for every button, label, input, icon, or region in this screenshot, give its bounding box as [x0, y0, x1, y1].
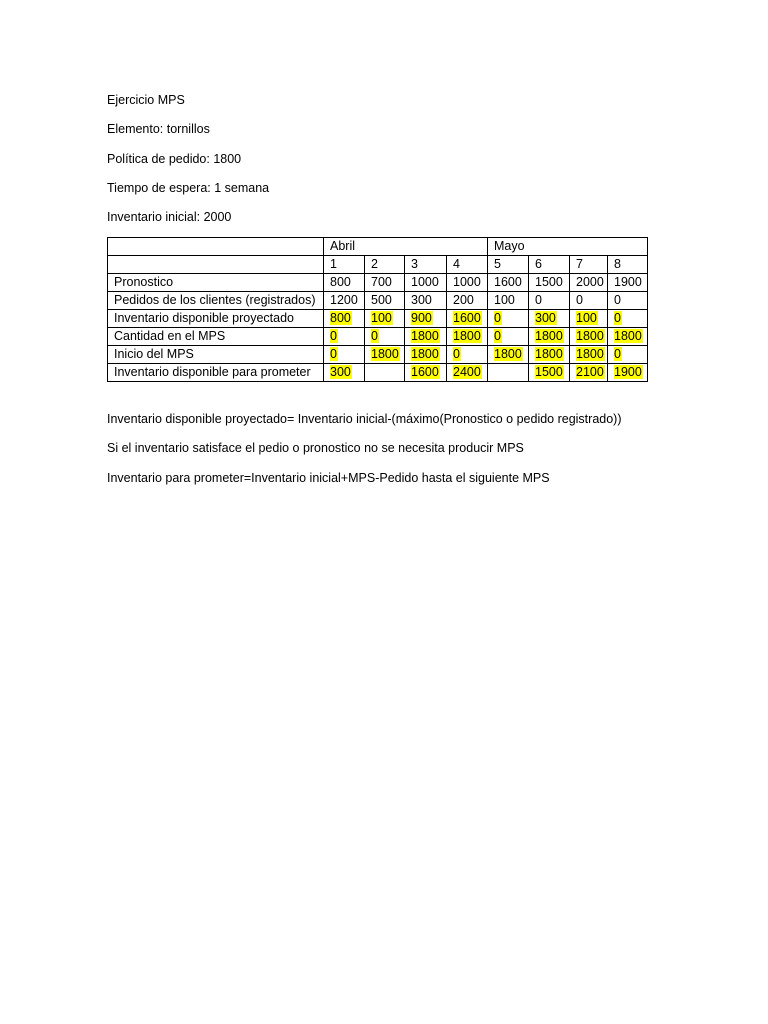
highlighted-value: 1600: [411, 365, 439, 379]
highlighted-value: 1800: [576, 329, 604, 343]
month-header-cell: Abril: [324, 238, 488, 256]
table-cell: [570, 310, 608, 328]
table-cell: [324, 310, 365, 328]
note-mps-condition: Si el inventario satisface el pedio o pronostico no se necesita producir MPS: [107, 441, 524, 455]
table-cell: 2000: [570, 274, 608, 292]
note-available-to-promise: Inventario para prometer=Inventario inicial+MPS-Pedido hasta el siguiente MPS: [107, 471, 550, 485]
highlighted-value: 1800: [576, 347, 604, 361]
table-cell: 1500: [529, 274, 570, 292]
highlighted-value: 0: [330, 347, 337, 361]
highlighted-value: 100: [371, 311, 392, 325]
week-number-cell: 6: [529, 256, 570, 274]
document-title: Ejercicio MPS: [107, 93, 185, 107]
table-cell: 0: [608, 292, 648, 310]
highlighted-value: 300: [330, 365, 351, 379]
week-number-cell: 5: [488, 256, 529, 274]
table-cell: [570, 364, 608, 382]
table-cell: [488, 310, 529, 328]
table-cell: 200: [447, 292, 488, 310]
table-cell: [405, 346, 447, 364]
highlighted-value: 1800: [453, 329, 481, 343]
highlighted-value: 300: [535, 311, 556, 325]
table-cell: [608, 328, 648, 346]
highlighted-value: 0: [330, 329, 337, 343]
highlighted-value: 0: [614, 347, 621, 361]
lead-time-line: Tiempo de espera: 1 semana: [107, 181, 270, 195]
table-cell: 1000: [405, 274, 447, 292]
highlighted-value: 1900: [614, 365, 642, 379]
table-cell: [570, 346, 608, 364]
table-cell: [405, 328, 447, 346]
note-projected-inventory: Inventario disponible proyectado= Inventario inicial-(máximo(Pronostico o pedido registrado)): [107, 412, 622, 426]
table-cell: [529, 346, 570, 364]
month-header-row: [108, 238, 648, 256]
table-cell: 1000: [447, 274, 488, 292]
table-cell: 100: [488, 292, 529, 310]
table-cell: [608, 310, 648, 328]
table-cell: [447, 364, 488, 382]
table-cell: 1600: [488, 274, 529, 292]
highlighted-value: 900: [411, 311, 432, 325]
row-label: Cantidad en el MPS: [108, 328, 324, 346]
week-number-cell: 7: [570, 256, 608, 274]
table-cell: [405, 364, 447, 382]
table-cell: 300: [405, 292, 447, 310]
highlighted-value: 1600: [453, 311, 481, 325]
highlighted-value: 1800: [494, 347, 522, 361]
table-cell: [608, 346, 648, 364]
table-cell: [324, 346, 365, 364]
table-cell: 800: [324, 274, 365, 292]
table-cell: [608, 364, 648, 382]
highlighted-value: 1800: [411, 329, 439, 343]
highlighted-value: 800: [330, 311, 351, 325]
table-cell: [324, 328, 365, 346]
order-policy-line: Política de pedido: 1800: [107, 152, 242, 166]
table-cell: [405, 310, 447, 328]
table-row: [108, 310, 648, 328]
table-cell: 1900: [608, 274, 648, 292]
table-cell: [447, 310, 488, 328]
highlighted-value: 0: [494, 311, 501, 325]
month-header-cell: Mayo: [488, 238, 648, 256]
row-label: Pedidos de los clientes (registrados): [108, 292, 324, 310]
highlighted-value: 0: [371, 329, 378, 343]
highlighted-value: 0: [453, 347, 460, 361]
highlighted-value: 1500: [535, 365, 563, 379]
highlighted-value: 1800: [371, 347, 399, 361]
table-cell: [529, 364, 570, 382]
row-label: Inicio del MPS: [108, 346, 324, 364]
element-line: Elemento: tornillos: [107, 122, 210, 136]
mps-table-body: [108, 238, 648, 382]
row-label: Inventario disponible para prometer: [108, 364, 324, 382]
week-label-cell: [108, 256, 324, 274]
table-cell: 0: [570, 292, 608, 310]
table-row: [108, 292, 648, 310]
table-row: [108, 346, 648, 364]
table-cell: 0: [529, 292, 570, 310]
week-number-cell: 2: [365, 256, 405, 274]
week-header-row: [108, 256, 648, 274]
table-cell: [488, 364, 529, 382]
table-cell: 700: [365, 274, 405, 292]
highlighted-value: 2100: [576, 365, 604, 379]
table-row: [108, 328, 648, 346]
initial-inventory-line: Inventario inicial: 2000: [107, 210, 232, 224]
table-cell: 1200: [324, 292, 365, 310]
highlighted-value: 1800: [535, 329, 563, 343]
highlighted-value: 100: [576, 311, 597, 325]
highlighted-value: 1800: [535, 347, 563, 361]
table-row: [108, 274, 648, 292]
table-cell: [365, 328, 405, 346]
highlighted-value: 1800: [411, 347, 439, 361]
week-number-cell: 3: [405, 256, 447, 274]
table-cell: [324, 364, 365, 382]
table-cell: 500: [365, 292, 405, 310]
table-cell: [529, 310, 570, 328]
table-cell: [365, 364, 405, 382]
table-cell: [570, 328, 608, 346]
table-cell: [488, 346, 529, 364]
table-cell: [447, 328, 488, 346]
row-label: Pronostico: [108, 274, 324, 292]
highlighted-value: 2400: [453, 365, 481, 379]
highlighted-value: 0: [494, 329, 501, 343]
highlighted-value: 1800: [614, 329, 642, 343]
week-number-cell: 8: [608, 256, 648, 274]
week-number-cell: 4: [447, 256, 488, 274]
week-number-cell: 1: [324, 256, 365, 274]
corner-cell: [108, 238, 324, 256]
table-row: [108, 364, 648, 382]
mps-table: [107, 237, 648, 382]
table-cell: [365, 346, 405, 364]
table-cell: [447, 346, 488, 364]
table-cell: [529, 328, 570, 346]
table-cell: [365, 310, 405, 328]
highlighted-value: 0: [614, 311, 621, 325]
row-label: Inventario disponible proyectado: [108, 310, 324, 328]
table-cell: [488, 328, 529, 346]
